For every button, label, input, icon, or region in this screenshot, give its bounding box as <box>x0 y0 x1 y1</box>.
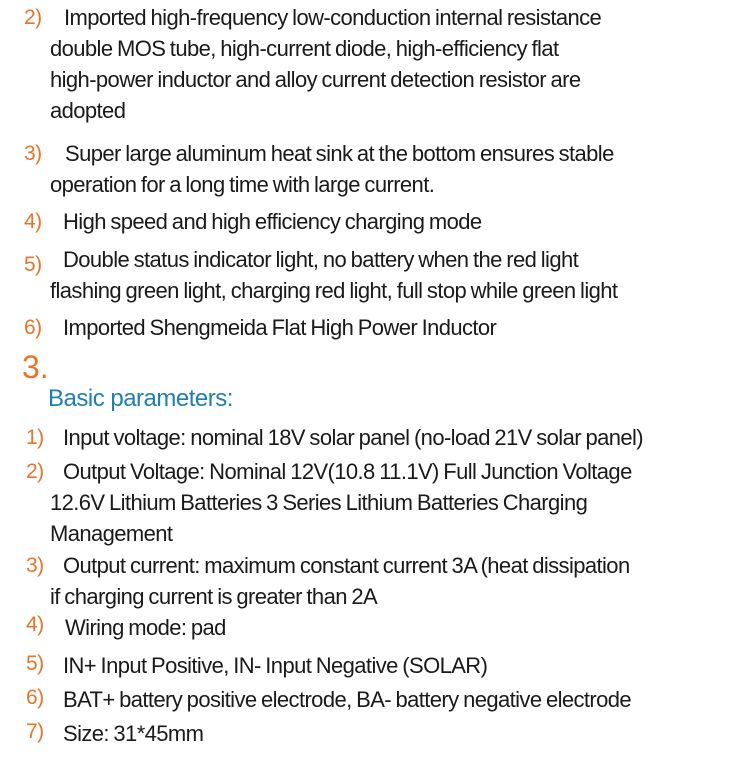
parameter-text: Wiring mode: pad <box>65 615 226 640</box>
parameter-number: 4) <box>26 613 44 636</box>
parameter-text: BAT+ battery positive electrode, BA- battery negative electrode <box>63 687 632 712</box>
parameter-text: Output current: maximum constant current 3A (heat dissipation if charging current is greater than 2A <box>50 553 630 609</box>
feature-text: Imported Shengmeida Flat High Power Inductor <box>63 315 497 340</box>
feature-number: 6) <box>24 316 42 339</box>
feature-number: 3) <box>24 142 42 165</box>
parameter-number: 5) <box>26 652 44 675</box>
parameter-number: 3) <box>26 554 44 577</box>
feature-text: Imported high-frequency low-conduction internal resistance double MOS tube, high-current diode, high-efficiency flat high-power inductor and alloy current detection resistor are adopted <box>50 5 602 123</box>
feature-text: High speed and high efficiency charging mode <box>63 209 482 234</box>
parameter-number: 6) <box>26 686 44 709</box>
feature-number: 4) <box>24 210 42 233</box>
parameter-number: 2) <box>26 460 44 483</box>
parameter-text: Size: 31*45mm <box>63 721 204 746</box>
feature-text: Super large aluminum heat sink at the bottom ensures stable operation for a long time with large current. <box>50 141 614 197</box>
section-heading: Basic parameters: <box>48 385 233 412</box>
feature-number: 5) <box>24 253 42 276</box>
section-number: 3. <box>22 349 49 385</box>
parameter-number: 7) <box>26 720 44 743</box>
feature-text: Double status indicator light, no battery when the red light flashing green light, charging red light, full stop while green light <box>50 247 618 303</box>
parameter-text: Output Voltage: Nominal 12V(10.8 11.1V) Full Junction Voltage 12.6V Lithium Batteries 3 Series Lithium Batteries Charging Management <box>50 459 632 546</box>
feature-number: 2) <box>24 6 42 29</box>
parameter-text: IN+ Input Positive, IN- Input Negative (SOLAR) <box>63 653 488 678</box>
parameter-text: Input voltage: nominal 18V solar panel (no-load 21V solar panel) <box>63 425 643 450</box>
parameter-number: 1) <box>26 426 44 449</box>
